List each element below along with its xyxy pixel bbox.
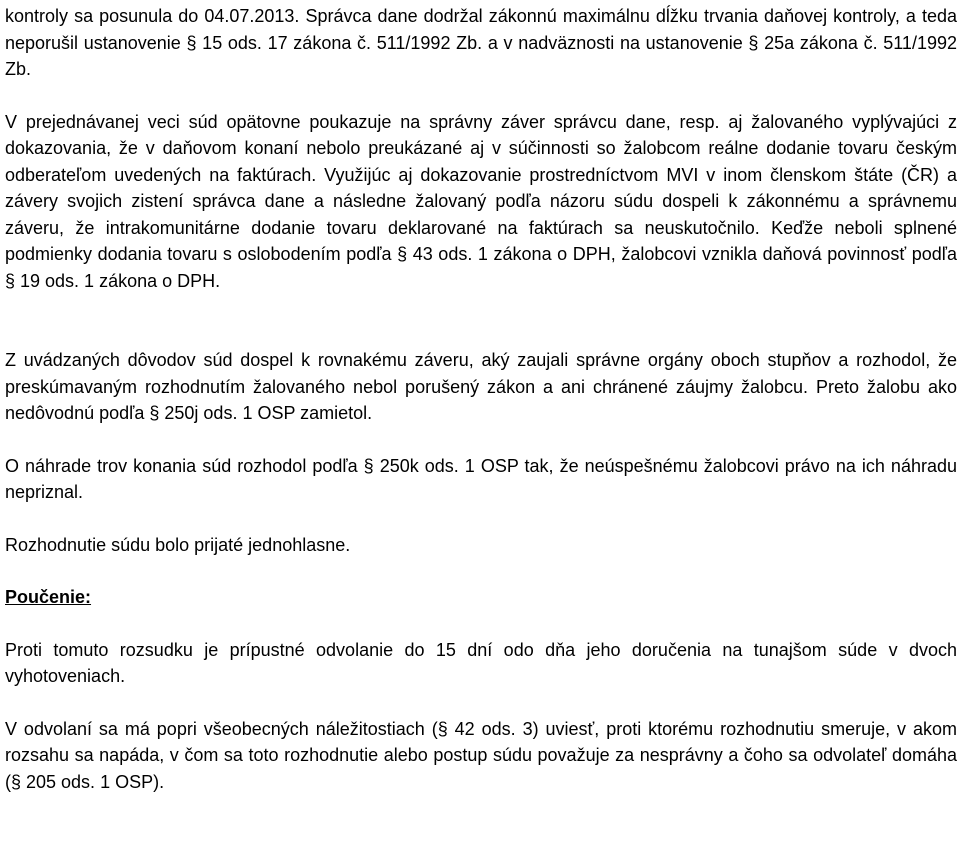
- paragraph-court-reasoning: V prejednávanej veci súd opätovne poukazuje na správny záver správcu dane, resp. aj žalovaného vyplývajúci z dokazovania, že v daňovom konaní nebolo preukázané aj v súčinnosti so žalobcom reálne dodanie tovaru českým odberateľom uvedených na faktúrach. Využijúc aj dokazovanie prostredníctvom MVI v inom členskom štáte (ČR) a závery svojich zistení správca dane a následne žalovaný podľa názoru súdu dospeli k zákonnému a správnemu záveru, že intrakomunitárne dodanie tovaru deklarované na faktúrach sa neuskutočnilo. Keďže neboli splnené podmienky dodania tovaru s oslobodením podľa § 43 ods. 1 zákona o DPH, žalobcovi vznikla daňová povinnosť podľa § 19 ods. 1 zákona o DPH.: [5, 111, 957, 291]
- paragraph-unanimous: Rozhodnutie súdu bolo prijaté jednohlasne.: [5, 534, 351, 555]
- paragraph-conclusion: Z uvádzaných dôvodov súd dospel k rovnakému záveru, aký zaujali správne orgány oboch stupňov a rozhodol, že preskúmavaným rozhodnutím žalovaného nebol porušený zákon a ani chránené záujmy žalobcu. Preto žalobu ako nedôvodnú podľa § 250j ods. 1 OSP zamietol.: [5, 350, 957, 423]
- document-page: [5, 3, 957, 795]
- paragraph-appeal-requirements: V odvolaní sa má popri všeobecných náležitostiach (§ 42 ods. 3) uviesť, proti ktorému rozhodnutiu smeruje, v akom rozsahu sa napáda, v čom sa toto rozhodnutie alebo postup súdu považuje za nesprávny a čoho sa odvolateľ domáha (§ 205 ods. 1 OSP).: [5, 718, 957, 792]
- paragraph-appeal-right: Proti tomuto rozsudku je prípustné odvolanie do 15 dní odo dňa jeho doručenia na tunajšom súde v dvoch vyhotoveniach.: [5, 639, 957, 686]
- paragraph-continuation: kontroly sa posunula do 04.07.2013. Správca dane dodržal zákonnú maximálnu dĺžku trvania daňovej kontroly, a teda neporušil ustanovenie § 15 ods. 17 zákona č. 511/1992 Zb. a v nadväznosti na ustanovenie § 25a zákona č. 511/1992 Zb.: [5, 6, 957, 79]
- paragraph-costs: O náhrade trov konania súd rozhodol podľa § 250k ods. 1 OSP tak, že neúspešnému žalobcovi právo na ich náhradu nepriznal.: [5, 455, 957, 502]
- instruction-heading: Poučenie:: [5, 587, 92, 607]
